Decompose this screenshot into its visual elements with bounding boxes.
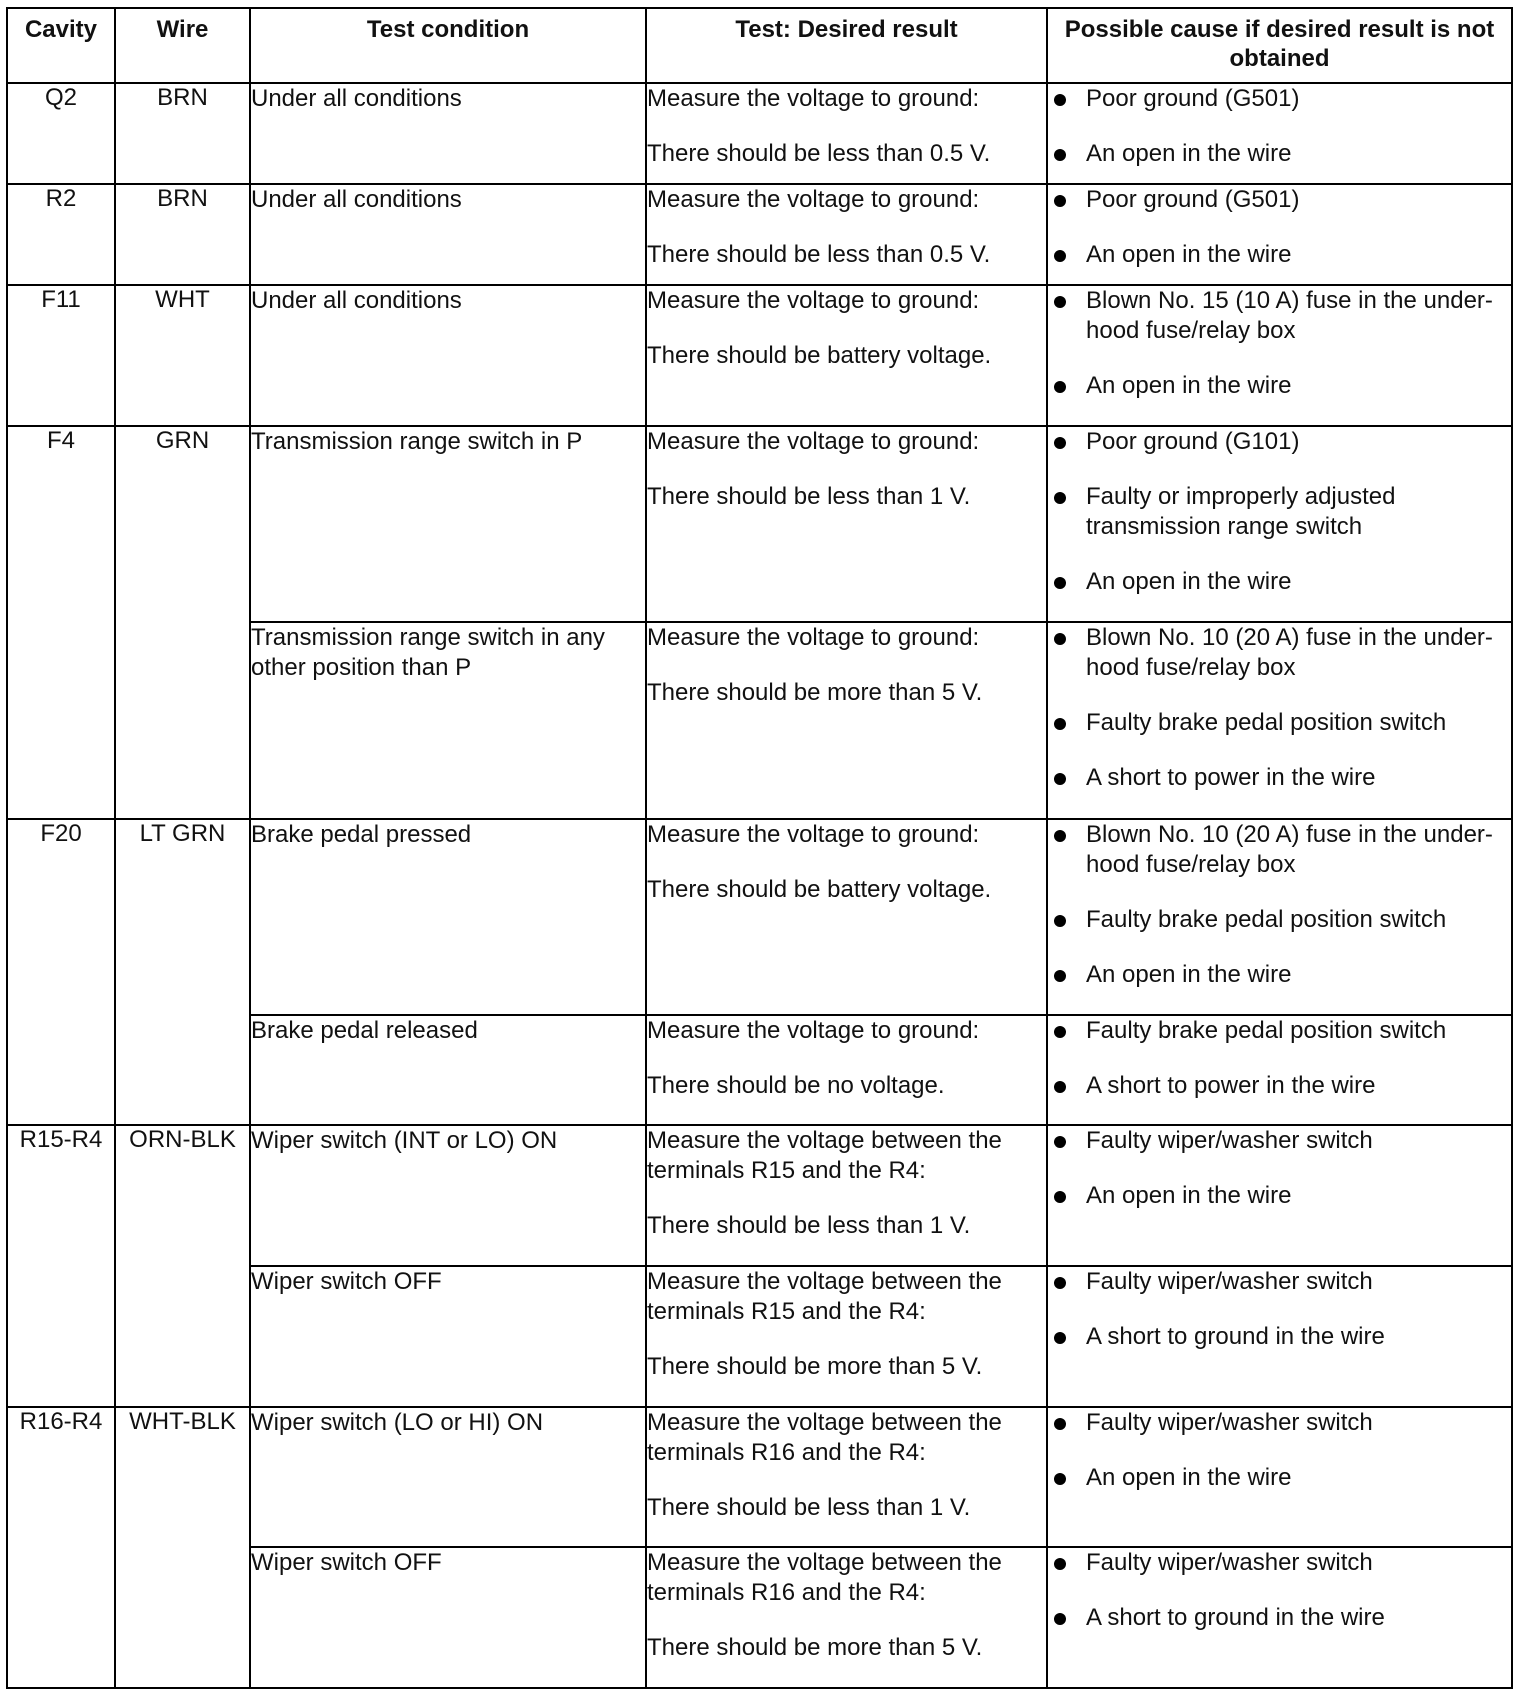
cause-item: An open in the wire bbox=[1048, 567, 1511, 597]
wire-cell: BRN bbox=[115, 83, 250, 184]
result-expectation: There should be less than 1 V. bbox=[647, 1212, 971, 1240]
cause-item: Faulty or improperly adjusted transmission range switch bbox=[1048, 482, 1511, 542]
result-expectation: There should be less than 0.5 V. bbox=[647, 140, 991, 167]
result-expectation: There should be battery voltage. bbox=[647, 342, 992, 370]
table-row bbox=[7, 1125, 1512, 1266]
cause-item: Blown No. 15 (10 A) fuse in the under-hood fuse/relay box bbox=[1048, 286, 1511, 346]
desired-result-cell bbox=[646, 1407, 1047, 1548]
result-instruction: Measure the voltage to ground: bbox=[647, 1016, 980, 1044]
desired-result-cell bbox=[646, 426, 1047, 622]
header-wire: Wire bbox=[115, 8, 250, 83]
wire-cell: LT GRN bbox=[115, 819, 250, 1126]
cause-item: Faulty wiper/washer switch bbox=[1048, 1267, 1511, 1297]
cavity-cell: R2 bbox=[7, 184, 115, 285]
possible-cause-cell bbox=[1047, 1125, 1512, 1266]
possible-cause-cell bbox=[1047, 1266, 1512, 1407]
cause-item: Poor ground (G501) bbox=[1048, 84, 1511, 114]
possible-cause-cell bbox=[1047, 184, 1512, 285]
cause-item: Poor ground (G501) bbox=[1048, 185, 1511, 215]
result-expectation: There should be less than 1 V. bbox=[647, 1493, 971, 1521]
table-row bbox=[7, 285, 1512, 426]
possible-cause-cell bbox=[1047, 426, 1512, 622]
result-expectation: There should be no voltage. bbox=[647, 1071, 945, 1099]
test-condition-cell: Wiper switch OFF bbox=[250, 1266, 646, 1407]
possible-cause-cell bbox=[1047, 285, 1512, 426]
result-instruction: Measure the voltage between the terminals R16 and the R4: bbox=[647, 1408, 1002, 1466]
result-instruction: Measure the voltage between the terminals R15 and the R4: bbox=[647, 1267, 1002, 1325]
cause-item: A short to ground in the wire bbox=[1048, 1603, 1511, 1633]
result-instruction: Measure the voltage to ground: bbox=[647, 428, 980, 456]
test-condition-cell: Under all conditions bbox=[250, 83, 646, 184]
result-expectation: There should be more than 5 V. bbox=[647, 1634, 983, 1662]
result-instruction: Measure the voltage to ground: bbox=[647, 820, 980, 848]
test-condition-cell: Brake pedal pressed bbox=[250, 819, 646, 1015]
test-condition-cell: Brake pedal released bbox=[250, 1015, 646, 1125]
cause-item: A short to power in the wire bbox=[1048, 1071, 1511, 1101]
wire-cell: WHT-BLK bbox=[115, 1407, 250, 1688]
result-instruction: Measure the voltage to ground: bbox=[647, 85, 980, 112]
result-instruction: Measure the voltage to ground: bbox=[647, 624, 980, 652]
header-possible-cause: Possible cause if desired result is not obtained bbox=[1047, 8, 1512, 83]
desired-result-cell bbox=[646, 285, 1047, 426]
table-row bbox=[7, 426, 1512, 622]
result-instruction: Measure the voltage to ground: bbox=[647, 287, 980, 315]
desired-result-cell bbox=[646, 1125, 1047, 1266]
cause-item: An open in the wire bbox=[1048, 139, 1511, 169]
desired-result-cell bbox=[646, 622, 1047, 818]
header-row bbox=[7, 8, 1512, 83]
cause-item: A short to ground in the wire bbox=[1048, 1322, 1511, 1352]
cavity-cell: Q2 bbox=[7, 83, 115, 184]
cause-item: An open in the wire bbox=[1048, 1181, 1511, 1211]
desired-result-cell bbox=[646, 83, 1047, 184]
test-condition-cell: Under all conditions bbox=[250, 184, 646, 285]
result-instruction: Measure the voltage to ground: bbox=[647, 186, 980, 214]
possible-cause-cell bbox=[1047, 1015, 1512, 1125]
result-expectation: There should be battery voltage. bbox=[647, 875, 992, 903]
possible-cause-cell bbox=[1047, 1547, 1512, 1688]
cause-item: An open in the wire bbox=[1048, 960, 1511, 990]
header-desired-result: Test: Desired result bbox=[646, 8, 1047, 83]
result-expectation: There should be less than 0.5 V. bbox=[647, 241, 991, 269]
table-row bbox=[7, 184, 1512, 285]
cause-item: Poor ground (G101) bbox=[1048, 427, 1511, 457]
test-condition-cell: Wiper switch (LO or HI) ON bbox=[250, 1407, 646, 1548]
cavity-cell: R16-R4 bbox=[7, 1407, 115, 1688]
cause-item: An open in the wire bbox=[1048, 1463, 1511, 1493]
result-instruction: Measure the voltage between the terminals R15 and the R4: bbox=[647, 1127, 1002, 1185]
possible-cause-cell bbox=[1047, 83, 1512, 184]
desired-result-cell bbox=[646, 1266, 1047, 1407]
table-row bbox=[7, 83, 1512, 184]
test-condition-cell: Wiper switch (INT or LO) ON bbox=[250, 1125, 646, 1266]
wire-cell: ORN-BLK bbox=[115, 1125, 250, 1406]
terminal-test-table bbox=[6, 7, 1513, 1689]
result-expectation: There should be more than 5 V. bbox=[647, 679, 983, 707]
cause-item: Faulty brake pedal position switch bbox=[1048, 708, 1511, 738]
wire-cell: GRN bbox=[115, 426, 250, 819]
header-cavity: Cavity bbox=[7, 8, 115, 83]
test-condition-cell: Transmission range switch in any other position than P bbox=[250, 622, 646, 818]
cavity-cell: F11 bbox=[7, 285, 115, 426]
wire-cell: BRN bbox=[115, 184, 250, 285]
result-expectation: There should be less than 1 V. bbox=[647, 483, 971, 511]
cause-item: Blown No. 10 (20 A) fuse in the under-hood fuse/relay box bbox=[1048, 623, 1511, 683]
wire-cell: WHT bbox=[115, 285, 250, 426]
table-row bbox=[7, 819, 1512, 1015]
desired-result-cell bbox=[646, 819, 1047, 1015]
possible-cause-cell bbox=[1047, 622, 1512, 818]
cause-item: An open in the wire bbox=[1048, 240, 1511, 270]
desired-result-cell bbox=[646, 1547, 1047, 1688]
cause-item: An open in the wire bbox=[1048, 371, 1511, 401]
possible-cause-cell bbox=[1047, 1407, 1512, 1548]
possible-cause-cell bbox=[1047, 819, 1512, 1015]
result-expectation: There should be more than 5 V. bbox=[647, 1352, 983, 1380]
result-instruction: Measure the voltage between the terminals R16 and the R4: bbox=[647, 1549, 1002, 1607]
cavity-cell: R15-R4 bbox=[7, 1125, 115, 1406]
cavity-cell: F4 bbox=[7, 426, 115, 819]
cavity-cell: F20 bbox=[7, 819, 115, 1126]
cause-item: A short to power in the wire bbox=[1048, 763, 1511, 793]
test-condition-cell: Under all conditions bbox=[250, 285, 646, 426]
test-condition-cell: Wiper switch OFF bbox=[250, 1547, 646, 1688]
cause-item: Faulty brake pedal position switch bbox=[1048, 905, 1511, 935]
cause-item: Faulty wiper/washer switch bbox=[1048, 1408, 1511, 1438]
table-row bbox=[7, 1407, 1512, 1548]
desired-result-cell bbox=[646, 1015, 1047, 1125]
cause-item: Blown No. 10 (20 A) fuse in the under-hood fuse/relay box bbox=[1048, 820, 1511, 880]
cause-item: Faulty wiper/washer switch bbox=[1048, 1126, 1511, 1156]
test-condition-cell: Transmission range switch in P bbox=[250, 426, 646, 622]
desired-result-cell bbox=[646, 184, 1047, 285]
cause-item: Faulty wiper/washer switch bbox=[1048, 1548, 1511, 1578]
header-test-condition: Test condition bbox=[250, 8, 646, 83]
cause-item: Faulty brake pedal position switch bbox=[1048, 1016, 1511, 1046]
